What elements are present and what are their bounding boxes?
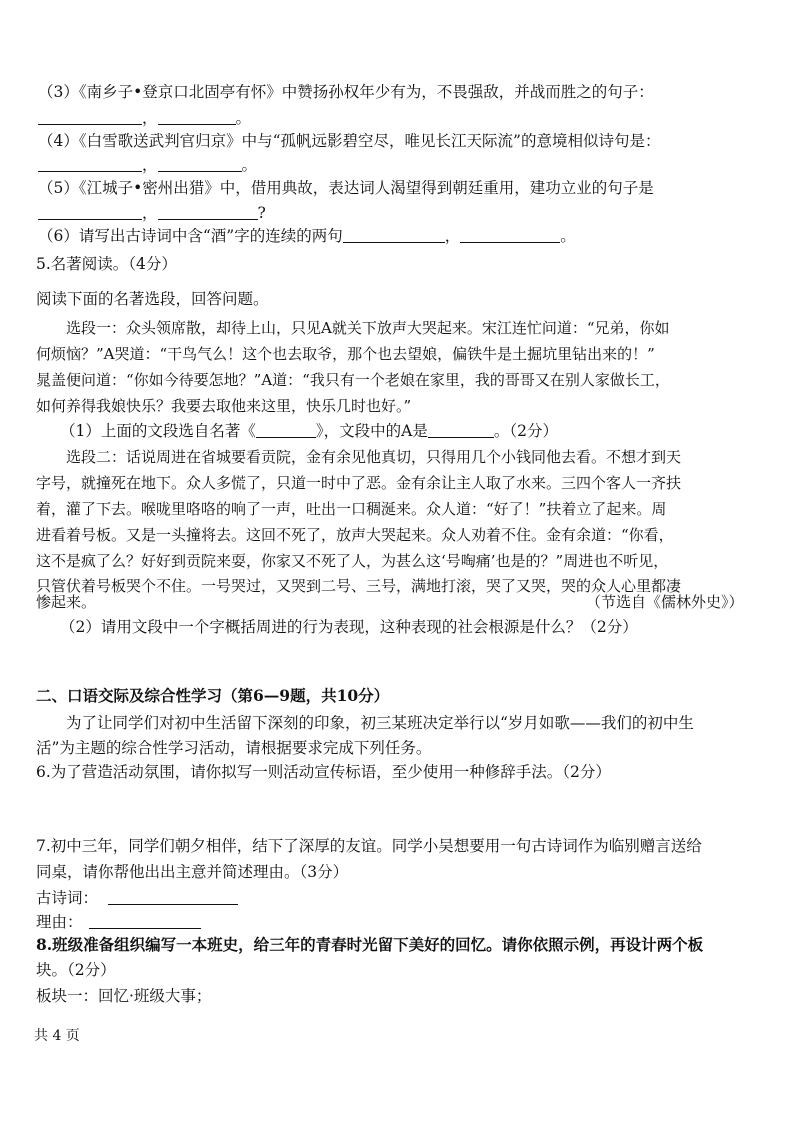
q5-passage2-source: （节选自《儒林外史》） <box>586 593 744 611</box>
answer-blank[interactable] <box>460 241 560 243</box>
q4-4-answer-line: ， 。 <box>38 155 794 175</box>
q5-passage2-line: 字号，就撞死在地下。众人多慌了，只道一时中了恶。金有余让主人取了水来。三四个客人一齐扶 <box>36 474 682 492</box>
answer-blank[interactable] <box>38 170 142 172</box>
q4-4-prompt: （4）《白雪歌送武判官归京》中与“孤帆远影碧空尽，唯见长江天际流”的意境相似诗句是： <box>38 132 661 150</box>
section2-intro-line: 为了让同学们对初中生活留下深刻的印象，初三某班决定举行以“岁月如歌——我们的初中生 <box>66 714 694 732</box>
q5-passage2-line: 惨起来。 <box>36 593 97 611</box>
answer-blank[interactable] <box>428 436 494 438</box>
q5-passage1-line: 晁盖便问道：“你如今待要怎地？”A道：“我只有一个老娘在家里，我的哥哥又在别人家做长工， <box>36 371 670 389</box>
q5-passage2-line: 这不是疯了么？好好到贡院来耍，你家又不死了人，为甚么这‘号啕痛’也是的？”周进也不听见， <box>36 552 669 570</box>
page-footer: 共 4 页 <box>34 1028 80 1044</box>
q5-title: 5.名著阅读。（4分） <box>36 255 177 273</box>
section2-intro-line: 活”为主题的综合性学习活动，请根据要求完成下列任务。 <box>36 739 432 757</box>
q5-passage1-line: 选段一：众头领席散，却待上山，只见A就关下放声大哭起来。宋江连忙问道：“兄弟，你如 <box>66 319 670 337</box>
q7-poem-line: 古诗词： <box>36 888 794 908</box>
section2-title: 二、口语交际及综合性学习（第6—9题，共10分） <box>36 686 390 705</box>
q4-5-prompt: （5）《江城子•密州出猎》中，借用典故，表达词人渴望得到朝廷重用，建功立业的句子是 <box>38 179 654 197</box>
q8-prompt-line: 块。（2分） <box>36 961 116 979</box>
q8-example: 板块一：回忆·班级大事； <box>36 987 212 1005</box>
q5-sub1: （1）上面的文段选自名著《 》，文段中的A是 。（2分） <box>60 422 558 440</box>
answer-blank[interactable] <box>38 218 142 220</box>
q5-intro: 阅读下面的名著选段，回答问题。 <box>36 290 269 308</box>
answer-blank[interactable] <box>158 170 242 172</box>
q5-sub2: （2）请用文段中一个字概括周进的行为表现，这种表现的社会根源是什么？（2分） <box>60 618 638 636</box>
answer-blank[interactable] <box>343 241 445 243</box>
answer-blank[interactable] <box>89 927 201 929</box>
q5-passage2-line: 选段二：话说周进在省城要看贡院，金有余见他真切，只得用几个小钱同他去看。不想才到天 <box>66 448 682 466</box>
q8-prompt-line: 8.班级准备组织编写一本班史，给三年的青春时光留下美好的回忆。请你依照示例，再设计两个板 <box>36 935 704 954</box>
q7-reason-line: 理由： <box>36 912 794 932</box>
answer-blank[interactable] <box>158 218 258 220</box>
answer-blank[interactable] <box>158 123 236 125</box>
q5-passage2-line: 进看着号板。又是一头撞将去。这回不死了，放声大哭起来。众人劝着不住。金有余道：“你看， <box>36 526 674 544</box>
q5-passage2-line: 着，灌了下去。喉咙里咯咯的响了一声，吐出一口稠涎来。众人道：“好了！”扶着立了起来。周 <box>36 500 667 518</box>
q7-prompt-line: 7.初中三年，同学们朝夕相伴，结下了深厚的友谊。同学小吴想要用一句古诗词作为临别赠言送给 <box>36 837 702 855</box>
q4-6-line: （6）请写出古诗词中含“酒”字的连续的两句 ， 。 <box>38 227 576 245</box>
q4-3-prompt: （3）《南乡子•登京口北固亭有怀》中赞扬孙权年少有为，不畏强敌，并战而胜之的句子： <box>38 83 654 101</box>
q4-5-answer-line: ， ? <box>38 203 794 223</box>
q7-prompt-line: 同桌，请你帮他出出主意并简述理由。（3分） <box>36 863 349 881</box>
q5-passage2-line: 只管伏着号板哭个不住。一号哭过，又哭到二号、三号，满地打滚，哭了又哭，哭的众人心里都凄 <box>36 577 682 595</box>
q6-prompt: 6.为了营造活动氛围，请你拟写一则活动宣传标语，至少使用一种修辞手法。（2分） <box>36 763 611 781</box>
answer-blank[interactable] <box>108 903 238 905</box>
answer-blank[interactable] <box>256 436 316 438</box>
q5-passage1-line: 如何养得我娘快乐？我要去取他来这里，快乐几时也好。” <box>36 397 412 415</box>
answer-blank[interactable] <box>38 123 142 125</box>
q4-3-answer-line: ， 。 <box>38 108 794 128</box>
q5-passage1-line: 何烦恼？”A哭道：“干鸟气么！这个也去取爷，那个也去望娘，偏铁牛是土掘坑里钻出来的！” <box>36 345 655 363</box>
